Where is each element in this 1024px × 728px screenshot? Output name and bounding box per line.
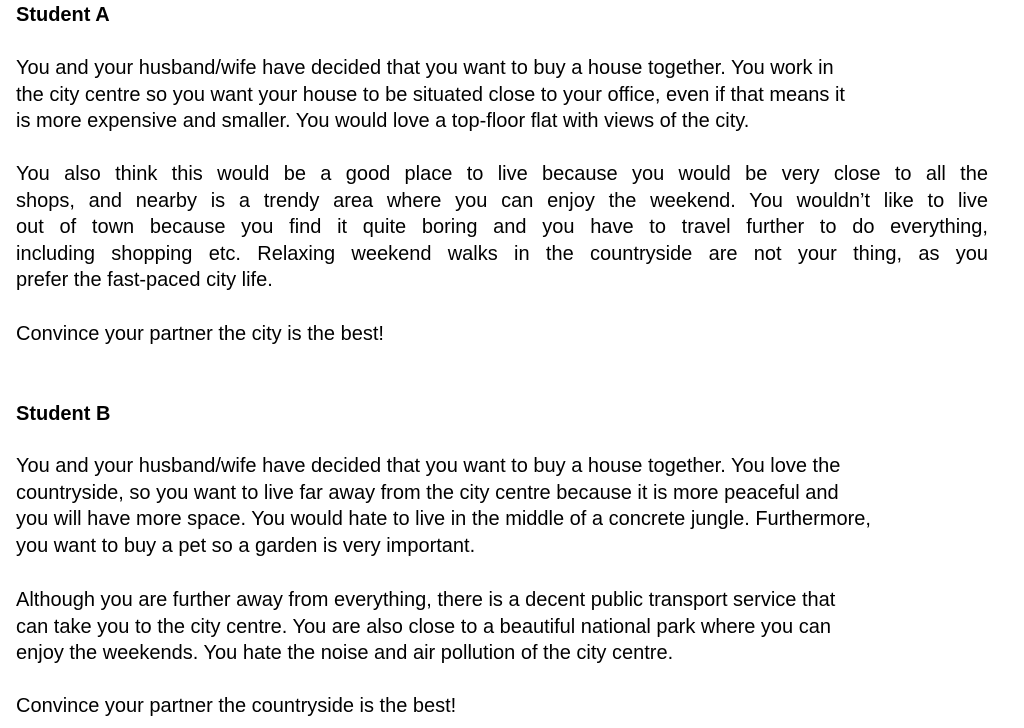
text-line: enjoy the weekends. You hate the noise and air pollution of the city centre.: [16, 642, 674, 664]
text-line: is more expensive and smaller. You would love a top-floor flat with views of the city.: [16, 110, 750, 132]
text-line: Convince your partner the city is the best!: [16, 323, 384, 345]
student-a-paragraph-2: [16, 161, 988, 294]
student-a-closing: [16, 321, 988, 348]
student-b-heading: Student B: [16, 403, 111, 425]
text-line: countryside, so you want to live far away from the city centre because it is more peaceful and: [16, 481, 839, 504]
text-line: Convince your partner the countryside is the best!: [16, 695, 457, 717]
text-line: shops, and nearby is a trendy area where you can enjoy the weekend. You wouldn’t like to live: [16, 189, 988, 212]
text-line: can take you to the city centre. You are also close to a beautiful national park where you can: [16, 615, 831, 638]
text-line: You and your husband/wife have decided that you want to buy a house together. You love the: [16, 455, 841, 477]
text-line: you want to buy a pet so a garden is very important.: [16, 534, 476, 557]
text-line: including shopping etc. Relaxing weekend walks in the countryside are not your thing, as you: [16, 242, 988, 265]
text-line: you will have more space. You would hate to live in the middle of a concrete jungle. Furthermore,: [16, 508, 871, 530]
text-line: the city centre so you want your house to be situated close to your office, even if that means it: [16, 83, 845, 106]
student-a-heading: Student A: [16, 4, 110, 26]
student-a-paragraph-1: [16, 55, 988, 135]
student-b-paragraph-2: [16, 587, 988, 667]
text-line: out of town because you find it quite boring and you have to travel further to do everything,: [16, 216, 988, 238]
text-line: You also think this would be a good place to live because you would be very close to all the: [16, 163, 988, 185]
text-line: You and your husband/wife have decided that you want to buy a house together. You work in: [16, 57, 834, 79]
student-b-paragraph-1: [16, 453, 988, 559]
student-b-closing: [16, 693, 988, 720]
text-line: prefer the fast-paced city life.: [16, 269, 273, 291]
text-line: Although you are further away from everything, there is a decent public transport service that: [16, 589, 836, 611]
